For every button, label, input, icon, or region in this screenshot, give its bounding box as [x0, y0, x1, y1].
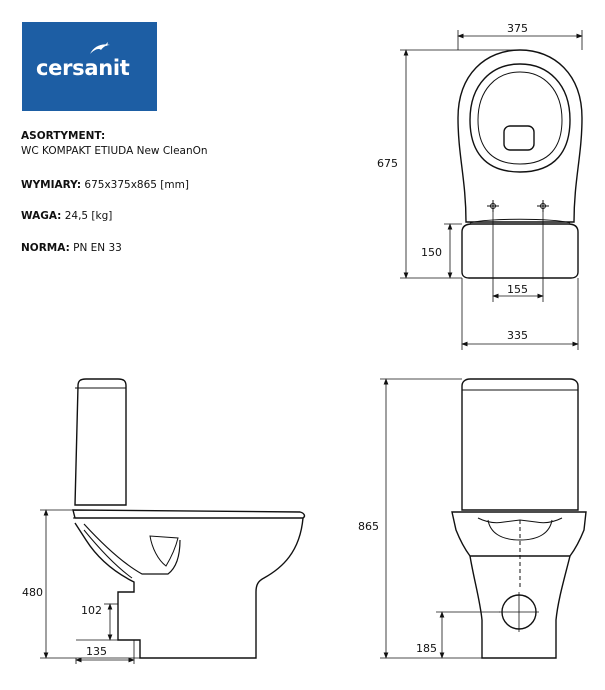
- dim-top-depth: 675: [377, 157, 398, 170]
- top-view-hinge: [504, 126, 534, 150]
- dim-side-outlet-setback: 135: [86, 645, 107, 658]
- weight-value: 24,5 [kg]: [64, 210, 113, 222]
- dim-front-total-height: 865: [358, 520, 379, 533]
- dimensions-value: 675x375x865 [mm]: [84, 179, 189, 191]
- dim-side-outlet-height: 102: [81, 604, 102, 617]
- assortment-value: WC KOMPAKT ETIUDA New CleanOn: [21, 145, 208, 157]
- dim-front-outlet-height: 185: [416, 642, 437, 655]
- front-view-tank: [462, 379, 578, 510]
- weight-label: WAGA:: [21, 210, 62, 222]
- top-view-rear-block: [462, 224, 578, 278]
- side-view-seat-lid: [73, 510, 304, 518]
- assortment-label: ASORTYMENT:: [21, 130, 106, 142]
- dim-top-base-width: 335: [507, 329, 528, 342]
- top-view-outline: [458, 50, 582, 222]
- norm-label: NORMA:: [21, 242, 70, 254]
- side-view-trap: [84, 524, 180, 574]
- dim-top-fix-spacing: 155: [507, 283, 528, 296]
- dimensions-label: WYMIARY:: [21, 179, 82, 191]
- side-view: [73, 379, 304, 658]
- front-view-seat: [452, 512, 586, 556]
- side-view-tank: [75, 379, 126, 505]
- front-view: [452, 379, 586, 658]
- dim-side-seat-height: 480: [22, 586, 43, 599]
- side-view-dimensions: [40, 510, 140, 664]
- dim-top-width: 375: [507, 22, 528, 35]
- side-view-bowl: [75, 518, 303, 658]
- brand-name: cersanit: [36, 56, 130, 80]
- dim-top-rear: 150: [421, 246, 442, 259]
- norm-value: PN EN 33: [73, 242, 122, 254]
- fixing-holes: [487, 200, 549, 212]
- top-view: [458, 50, 582, 278]
- top-view-bowl-rim: [470, 64, 570, 172]
